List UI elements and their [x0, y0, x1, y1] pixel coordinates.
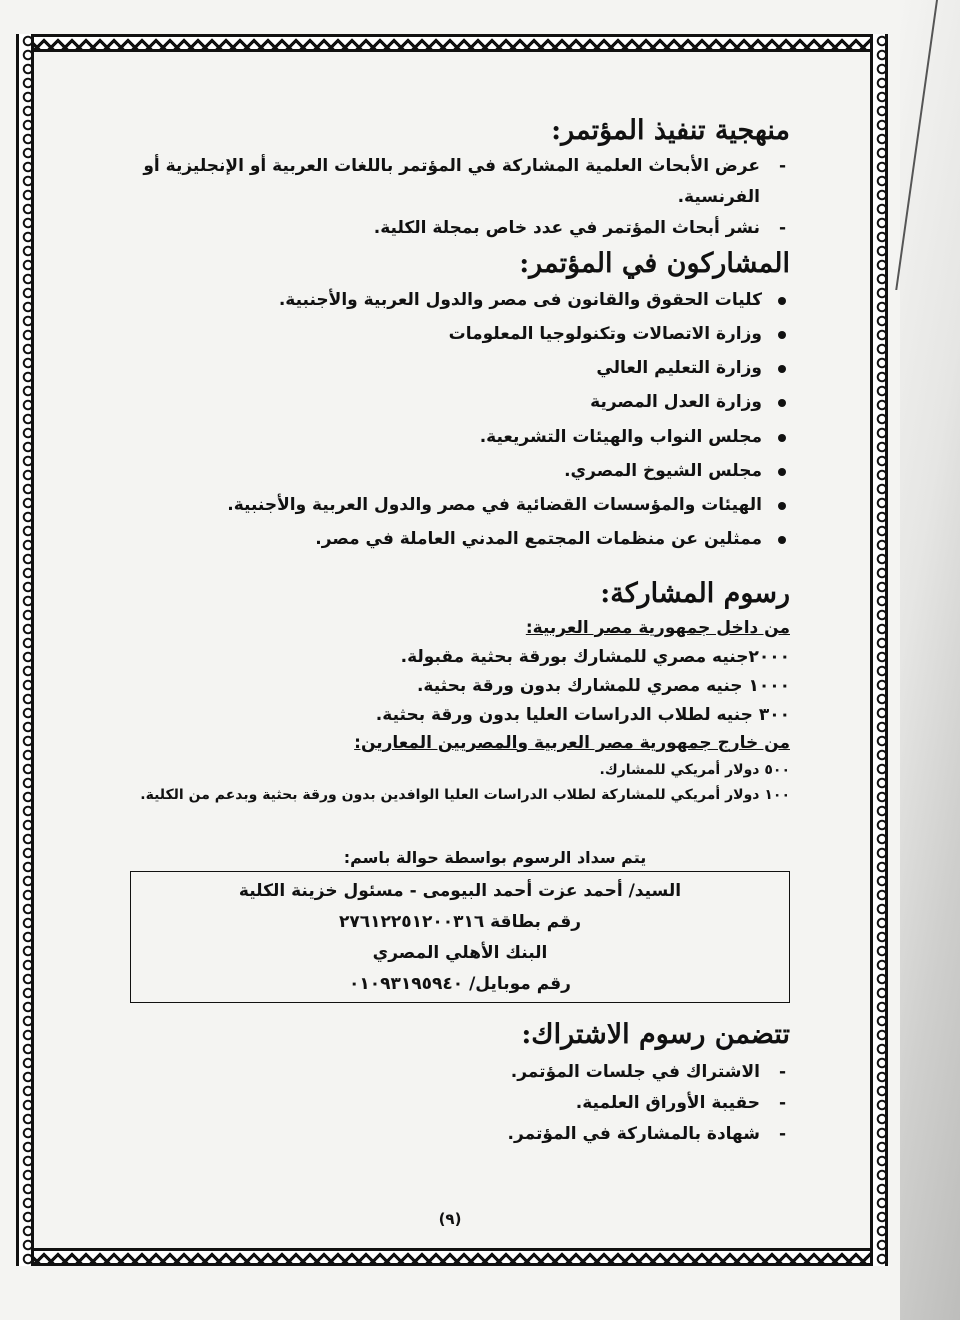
includes-heading: تتضمن رسوم الاشتراك: — [521, 1018, 790, 1050]
document-content — [70, 75, 790, 1150]
payment-line: رقم بطاقة ٢٧٦١٢٢٥١٢٠٠٣١٦ — [338, 911, 582, 932]
fees-inside-heading: من داخل جمهورية مصر العربية: — [525, 617, 790, 638]
list-item: وزارة الاتصالات وتكنولوجيا المعلومات — [70, 317, 790, 351]
list-item: - شهادة بالمشاركة في المؤتمر. — [70, 1119, 790, 1150]
list-item: مجلس الشيوخ المصري. — [70, 454, 790, 488]
fee-line: ٣٠٠ جنيه لطلاب الدراسات العليا بدون ورقة بحثية. — [375, 704, 790, 725]
border-right — [870, 34, 888, 1266]
fee-line: ١٠٠ دولار أمريكي للمشاركة لطلاب الدراسات العليا الوافدين بدون ورقة بحثية وبدعم من الكلية. — [140, 786, 790, 803]
payment-section — [70, 848, 790, 1003]
fee-line: ٥٠٠ دولار أمريكي للمشارك. — [599, 761, 790, 778]
payment-intro: يتم سداد الرسوم بواسطة حوالة باسم: — [343, 847, 647, 867]
list-item: - عرض الأبحاث العلمية المشاركة في المؤتمر باللغات العربية أو الإنجليزية أو الفرنسية. — [70, 151, 790, 213]
border-bottom — [16, 1248, 888, 1266]
payment-line: البنك الأهلي المصري — [372, 942, 548, 963]
payment-line: رقم موبايل/ ٠١٠٩٣١٩٥٩٤٠ — [349, 973, 571, 994]
fees-heading: رسوم المشاركة: — [600, 578, 790, 610]
participants-section — [70, 248, 790, 556]
fees-outside-heading: من خارج جمهورية مصر العربية والمصريين المعارين: — [354, 732, 790, 753]
list-item: ممثلين عن منظمات المجتمع المدني العاملة في مصر. — [70, 522, 790, 556]
includes-list — [70, 1057, 790, 1150]
participants-heading: المشاركون في المؤتمر: — [519, 248, 790, 280]
fee-line: ٢٠٠٠جنيه مصري للمشارك بورقة بحثية مقبولة. — [400, 646, 790, 667]
scanned-page-edge — [900, 0, 960, 1320]
list-item: مجلس النواب والهيئات التشريعية. — [70, 420, 790, 454]
participants-list — [70, 283, 790, 557]
list-item: الهيئات والمؤسسات القضائية في مصر والدول العربية والأجنبية. — [70, 488, 790, 522]
page-number: (٩) — [438, 1210, 462, 1228]
payment-details-box — [130, 871, 790, 1003]
payment-line: السيد/ أحمد عزت أحمد البيومى - مسئول خزينة الكلية — [238, 880, 682, 901]
list-item: - الاشتراك في جلسات المؤتمر. — [70, 1057, 790, 1088]
list-item: - حقيبة الأوراق العلمية. — [70, 1088, 790, 1119]
list-item: وزارة التعليم العالي — [70, 351, 790, 385]
fee-line: ١٠٠٠ جنيه مصري للمشارك بدون ورقة بحثية. — [416, 675, 790, 696]
includes-section — [70, 1019, 790, 1150]
methodology-heading: منهجية تنفيذ المؤتمر: — [551, 115, 790, 146]
border-top — [16, 34, 888, 52]
methodology-section — [70, 115, 790, 244]
list-item: - نشر أبحاث المؤتمر في عدد خاص بمجلة الكلية. — [70, 213, 790, 244]
list-item: كليات الحقوق والقانون فى مصر والدول العربية والأجنبية. — [70, 283, 790, 317]
methodology-list — [70, 151, 790, 244]
border-left — [16, 34, 34, 1266]
fees-section — [70, 578, 790, 807]
list-item: وزارة العدل المصرية — [70, 385, 790, 419]
